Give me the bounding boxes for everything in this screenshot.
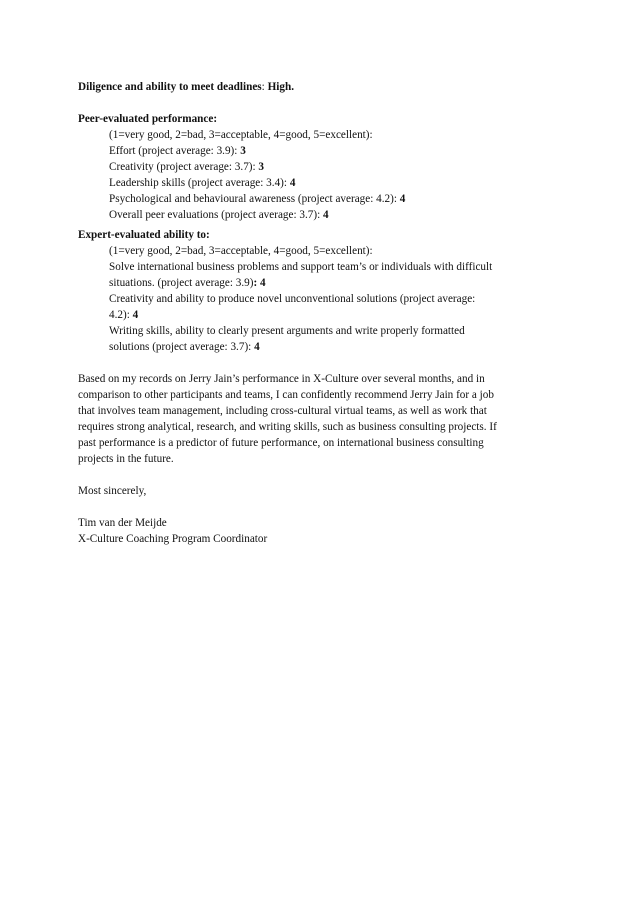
peer-item-text: Effort (project average: 3.9): xyxy=(109,145,241,157)
peer-item-creativity xyxy=(109,159,578,175)
diligence-section xyxy=(78,79,578,95)
closing-section xyxy=(78,483,578,499)
recommendation-line: requires strong analytical, research, and writing skills, such as business consulting projects. If xyxy=(78,421,497,433)
expert-scale: (1=very good, 2=bad, 3=acceptable, 4=good, 5=excellent): xyxy=(109,245,373,257)
recommendation-line: that involves team management, including cross-cultural virtual teams, as well as work that xyxy=(78,405,487,417)
signature-title: X-Culture Coaching Program Coordinator xyxy=(78,533,268,545)
peer-scale: (1=very good, 2=bad, 3=acceptable, 4=good, 5=excellent): xyxy=(109,129,373,141)
expert-heading xyxy=(78,227,578,243)
recommendation-paragraph xyxy=(78,371,578,467)
expert-item-score: : 4 xyxy=(253,277,266,289)
peer-item-score: 4 xyxy=(289,177,296,189)
peer-item-score: 3 xyxy=(258,161,265,173)
peer-section xyxy=(78,111,578,223)
expert-item-score: 4 xyxy=(132,309,139,321)
recommendation-line: Based on my records on Jerry Jain’s performance in X-Culture over several months, and in xyxy=(78,373,485,385)
expert-item-solve-line1: Solve international business problems and support team’s or individuals with difficult xyxy=(109,261,493,273)
expert-item-solve-line2 xyxy=(109,275,578,291)
expert-item-creativity-line2 xyxy=(109,307,578,323)
expert-item-text: 4.2): xyxy=(109,309,133,321)
peer-item-text: Creativity (project average: 3.7): xyxy=(109,161,259,173)
peer-heading xyxy=(78,111,578,127)
peer-item-score: 3 xyxy=(240,145,246,157)
peer-heading-text: Peer-evaluated performance: xyxy=(78,113,218,125)
peer-item-psychological xyxy=(109,191,578,207)
letter-page xyxy=(78,79,578,563)
expert-items xyxy=(78,243,578,355)
expert-item-creativity-line1: Creativity and ability to produce novel unconventional solutions (project average: xyxy=(109,293,476,305)
peer-item-score: 4 xyxy=(323,209,329,221)
peer-item-overall xyxy=(109,207,578,223)
peer-item-text: Psychological and behavioural awareness (project average: 4.2): xyxy=(109,193,400,205)
expert-section xyxy=(78,227,578,355)
peer-item-text: Overall peer evaluations (project average: 3.7): xyxy=(109,209,324,221)
recommendation-line: past performance is a predictor of future performance, on international business consulting xyxy=(78,437,484,449)
signature-name: Tim van der Meijde xyxy=(78,517,167,529)
closing-text: Most sincerely, xyxy=(78,485,147,497)
expert-heading-text: Expert-evaluated ability to: xyxy=(78,229,210,241)
diligence-separator: : xyxy=(261,81,268,93)
peer-item-text: Leadership skills (project average: 3.4): xyxy=(109,177,290,189)
recommendation-line: projects in the future. xyxy=(78,453,174,465)
expert-item-writing-line1: Writing skills, ability to clearly present arguments and write properly formatted xyxy=(109,325,465,337)
signature-section xyxy=(78,515,578,547)
peer-item-effort xyxy=(109,143,578,159)
diligence-label: Diligence and ability to meet deadlines xyxy=(78,81,262,93)
expert-item-text: solutions (project average: 3.7): xyxy=(109,341,255,353)
peer-item-leadership xyxy=(109,175,578,191)
recommendation-line: comparison to other participants and teams, I can confidently recommend Jerry Jain for a job xyxy=(78,389,494,401)
expert-item-text: situations. (project average: 3.9) xyxy=(109,277,254,289)
diligence-line xyxy=(78,79,578,95)
expert-item-score: 4 xyxy=(254,341,260,353)
diligence-value: High. xyxy=(267,81,294,93)
expert-item-writing-line2 xyxy=(109,339,578,355)
peer-items xyxy=(78,127,578,223)
peer-item-score: 4 xyxy=(399,193,406,205)
